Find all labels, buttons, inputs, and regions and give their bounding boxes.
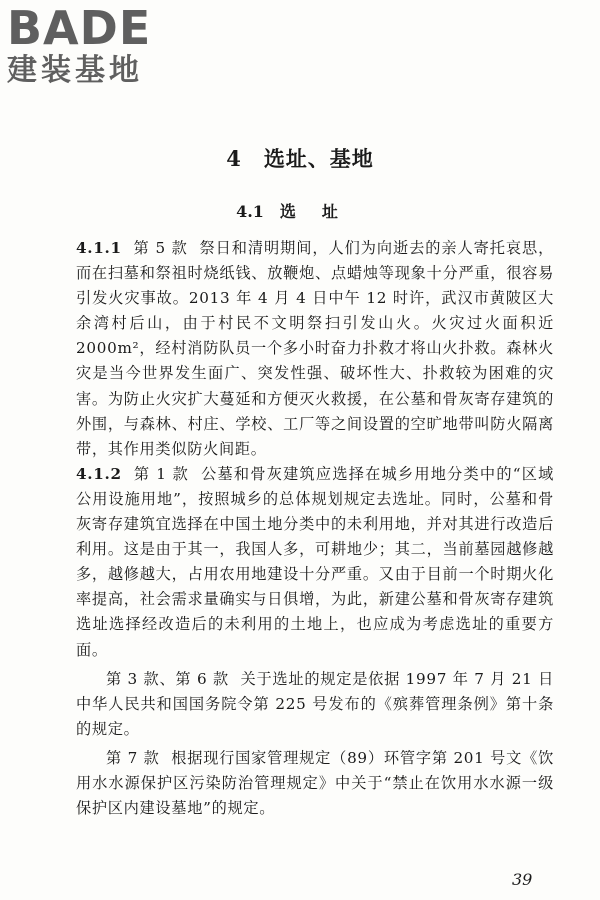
watermark-logo bbox=[7, 1, 187, 88]
section-title bbox=[0, 202, 600, 222]
paragraph-text: 公墓和骨灰建筑应选择在城乡用地分类中的“区域公用设施用地”，按照城乡的总体规划规定去选址。同时，公墓和骨灰寄存建筑宜选择在中国土地分类中的未利用地，并对其进行改造后利用。这是由于其一，我国人多，可耕地少；其二，当前墓园越修越多，越修越大，占用农用地建设十分严重。又由于目前一个时期火化率提高，社会需求量确实与日俱增，为此，新建公墓和骨灰寄存建筑选址选择经改造后的未利用的土地上，也应成为考虑选址的重要方面。 bbox=[76, 464, 554, 659]
clause-item: 第 5 款 bbox=[133, 239, 188, 257]
paragraph-text: 根据现行国家管理规定（89）环管字第 201 号文《饮用水水源保护区污染防治管理规定》中关于“禁止在饮用水水源一级保护区内建设墓地”的规定。 bbox=[76, 748, 555, 818]
paragraph-text: 关于选址的规定是依据 1997 年 7 月 21 日中华人民共和国国务院令第 225 号发布的《殡葬管理条例》第十条的规定。 bbox=[76, 669, 555, 738]
paragraph bbox=[76, 462, 554, 663]
paragraph bbox=[76, 236, 554, 462]
paragraph bbox=[76, 746, 554, 821]
clause-number: 4.1.1 bbox=[76, 239, 122, 257]
paragraph bbox=[76, 667, 554, 742]
clause-item: 第 1 款 bbox=[133, 464, 190, 483]
logo-text: 建装基地 bbox=[7, 53, 143, 88]
section-name: 选址 bbox=[279, 202, 364, 221]
paragraph-text: 祭日和清明期间，人们为向逝去的亲人寄托哀思，而在扫墓和祭祖时烧纸钱、放鞭炮、点蜡烛等现象十分严重，很容易引发火灾事故。2013 年 4 月 4 日中午 12 时许，武汉市黄陂区大余湾村后山，由于村民不文明祭扫引发山火。火灾过火面积近 2000m²，经村消防队员一个多小时奋力扑救才将山火扑救。森林火灾是当今世界发生面广、突发性强、破坏性大、扑救较为困难的灾害。为防止火灾扩大蔓延和方便灭火救援，在公墓和骨灰寄存建筑的外围，与森林、村庄、学校、工厂等之间设置的空旷地带叫防火隔离带，其作用类似防火间距。 bbox=[76, 239, 554, 458]
page-number: 39 bbox=[512, 870, 533, 889]
chapter-number: 4 bbox=[226, 146, 242, 171]
chapter-name: 选址、基地 bbox=[263, 146, 374, 171]
body-text bbox=[76, 236, 554, 821]
section-number: 4.1 bbox=[236, 202, 264, 221]
chapter-title bbox=[0, 146, 600, 172]
logo-mark: BADE bbox=[7, 1, 152, 55]
clause-number: 4.1.2 bbox=[76, 464, 122, 483]
clause-item: 第 3 款、第 6 款 bbox=[106, 669, 229, 688]
clause-item: 第 7 款 bbox=[106, 748, 160, 767]
